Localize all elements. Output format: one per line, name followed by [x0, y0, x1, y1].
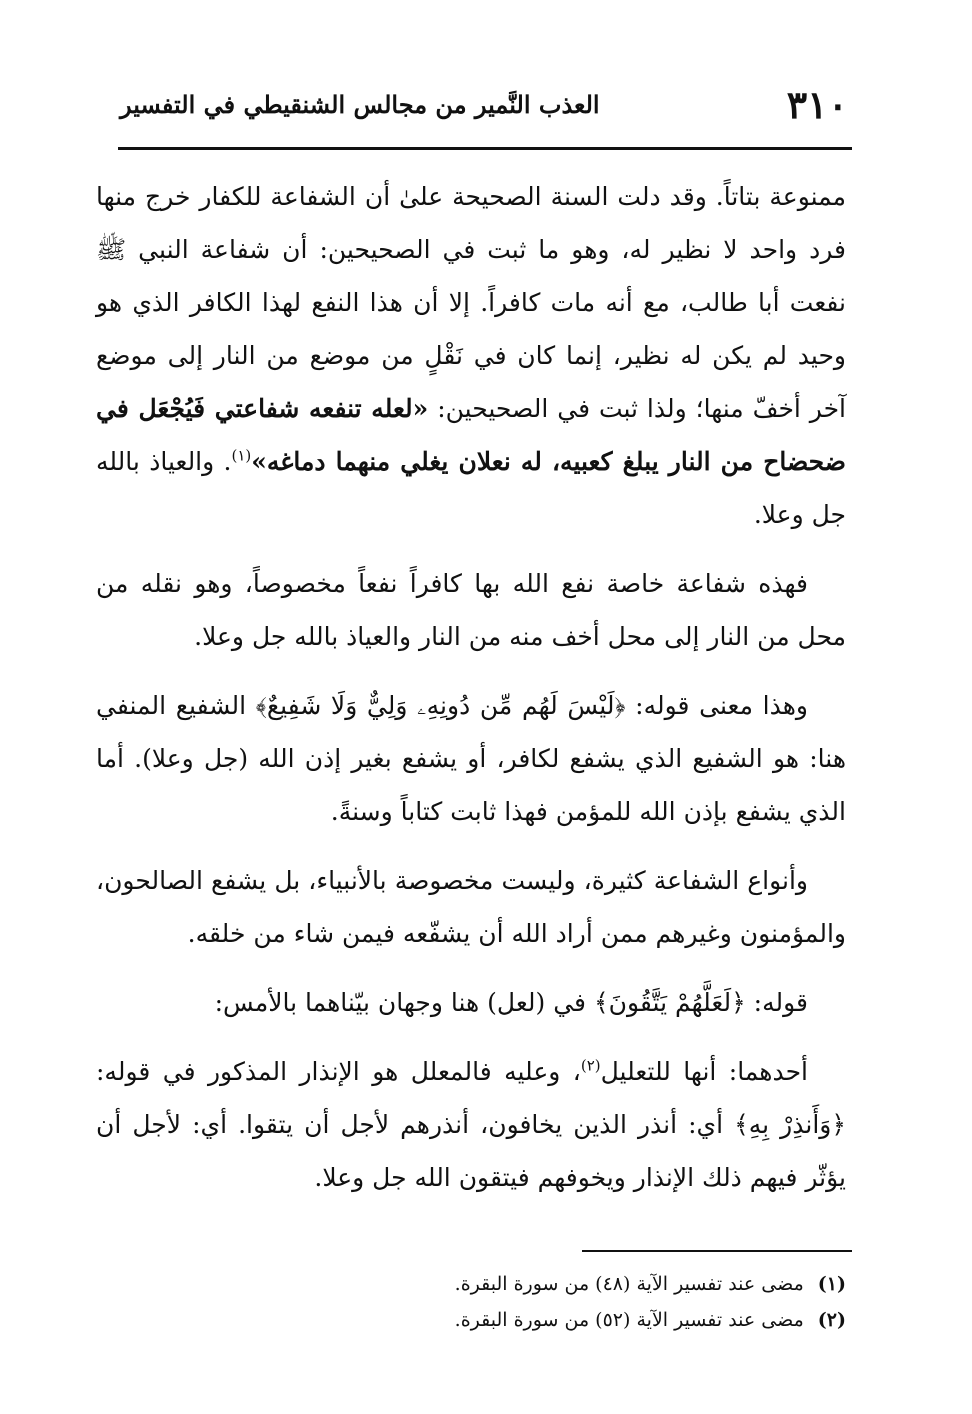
page-header	[120, 78, 848, 138]
paragraph-2: فهذه شفاعة خاصة نفع الله بها كافراً نفعاً مخصوصاً، وهو نقله من محل من النار إلى محل أخف منه من النار والعياذ بالله جل وعلا.	[96, 569, 846, 651]
paragraph-1-ending: . والعياذ بالله جل وعلا.	[96, 447, 846, 529]
main-text	[96, 170, 846, 1220]
footnote-1	[120, 1266, 846, 1302]
paragraph-4: وأنواع الشفاعة كثيرة، وليست مخصوصة بالأنبياء، بل يشفع الصالحون، والمؤمنون وغيرهم ممن أراد الله أن يشفّعه فيمن شاء من خلقه.	[96, 866, 846, 948]
paragraph-5: قوله: ﴿لَعَلَّهُمْ يَتَّقُونَ﴾ في (لعل) هنا وجهان بيّناهما بالأمس:	[214, 988, 808, 1017]
paragraph-3: وهذا معنى قوله: ﴿لَيْسَ لَهُم مِّن دُونِهِۦ وَلِيٌّ وَلَا شَفِيعٌ﴾ الشفيع المنفي هنا: هو الشفيع الذي يشفع لكافر، أو يشفع بغير إذن الله (جل وعلا). أما الذي يشفع بإذن الله للمؤمن فهذا ثابت كتاباً وسنةً.	[96, 691, 846, 826]
footnote-2	[120, 1302, 846, 1338]
page-number: ٣١٠	[786, 82, 848, 127]
header-rule	[118, 147, 852, 150]
footnote-1-text: مضى عند تفسير الآية (٤٨) من سورة البقرة.	[454, 1273, 804, 1295]
footnotes	[120, 1266, 846, 1338]
running-title: العذب النَّمير من مجالس الشنقيطي في التفسير	[120, 90, 600, 119]
footnote-2-number: (٢)	[817, 1309, 846, 1331]
footnote-2-text: مضى عند تفسير الآية (٥٢) من سورة البقرة.	[454, 1309, 804, 1331]
hadith-quote: «لعله تنفعه شفاعتي فَيُجْعَل في ضحضاح من النار يبلغ كعبيه، له نعلان يغلي منهما دماغه»	[96, 394, 847, 476]
footnote-ref-2: (٢)	[580, 1056, 601, 1075]
footnote-ref-1: (١)	[231, 446, 252, 465]
paragraph-1	[96, 170, 846, 541]
footnote-separator	[582, 1250, 852, 1252]
footnote-1-number: (١)	[817, 1273, 846, 1295]
paragraph-6	[96, 1045, 846, 1204]
paragraph-6-start: أحدهما: أنها للتعليل	[600, 1057, 808, 1086]
paragraph-1-text: ممنوعة بتاتاً. وقد دلت السنة الصحيحة علىٰ أن الشفاعة للكفار خرج منها فرد واحد لا نظير له، وهو ما ثبت في الصحيحين: أن شفاعة النبي ﷺ نفعت أبا طالب، مع أنه مات كافراً. إلا أن هذا النفع لهذا الكافر الذي هو وحيد لم يكن له نظير، إنما كان في نَقْلٍ من موضع من النار إلى موضع آخر أخفّ منها؛ ولذا ثبت في الصحيحين:	[96, 182, 846, 423]
paragraph-6-rest: ، وعليه فالمعلل هو الإنذار المذكور في قوله: ﴿وَأَنذِرْ بِهِ﴾ أي: أنذر الذين يخافون، أنذرهم لأجل أن يتقوا. أي: لأجل أن يؤثّر فيهم ذلك الإنذار ويخوفهم فيتقون الله جل وعلا.	[96, 1057, 846, 1192]
